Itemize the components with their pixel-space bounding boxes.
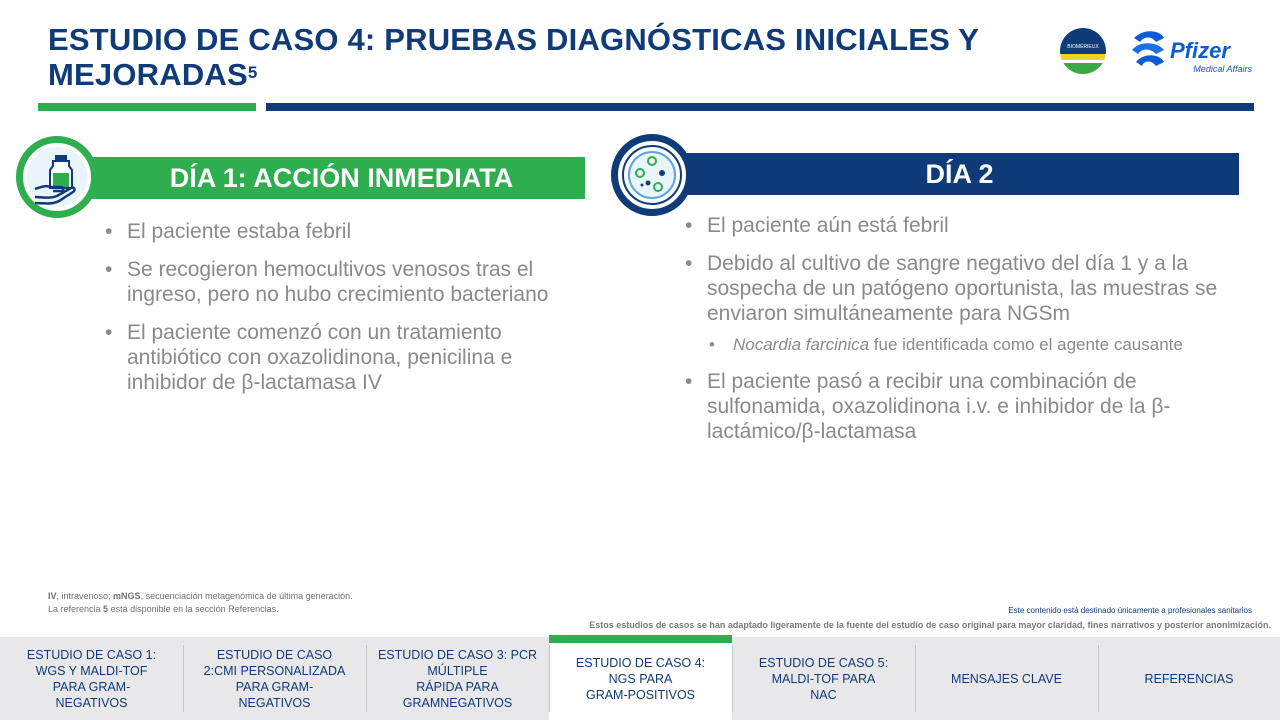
sub-list-item-text: fue identificada como el agente causante xyxy=(869,335,1183,354)
nav-tab-label: MENSAJES CLAVE xyxy=(951,671,1062,686)
nav-tab-case-4[interactable] xyxy=(549,637,732,720)
pfizer-logo-sub: Medical Affairs xyxy=(1193,64,1252,74)
nav-tab-label: REFERENCIAS xyxy=(1144,671,1234,686)
pfizer-logo-text: Pfizer xyxy=(1170,38,1230,63)
list-item-text: Debido al cultivo de sangre negativo del día 1 y a la sospecha de un patógeno oportunista, las muestras se enviaron simultáneamente para NGSm xyxy=(707,252,1218,325)
pathogen-name: Nocardia farcinica xyxy=(733,335,870,354)
nav-tab-label: ESTUDIO DE CASO 4: NGS PARA GRAM-POSITIVOS xyxy=(575,655,706,702)
list-item: • Se recogieron hemocultivos venosos tras el ingreso, pero no hubo crecimiento bacteriano xyxy=(105,257,585,307)
ref-post: está disponible en la sección Referencias. xyxy=(108,604,279,614)
sub-list-item xyxy=(707,334,1225,356)
list-item: • El paciente aún está febril xyxy=(685,213,1225,238)
adaptation-disclaimer: Estos estudios de casos se han adaptado ligeramente de la fuente del estudio de caso original para mayor claridad, fines narrativos y posterior anonimización. xyxy=(589,620,1271,630)
title-underline-blue xyxy=(266,103,1254,111)
nav-tab-case-3[interactable] xyxy=(366,637,549,720)
list-item: • El paciente comenzó con un tratamiento antibiótico con oxazolidinona, penicilina e inhibidor de β-lactamasa IV xyxy=(105,320,585,395)
page-title-text: ESTUDIO DE CASO 4: PRUEBAS DIAGNÓSTICAS INICIALES Y MEJORADAS xyxy=(48,22,979,92)
list-item: • El paciente estaba febril xyxy=(105,219,585,244)
hand-vial-icon xyxy=(16,136,98,218)
nav-tab-references[interactable] xyxy=(1098,637,1280,720)
footnote-abbreviations xyxy=(48,590,353,603)
nav-tab-label: ESTUDIO DE CASO 2:CMI PERSONALIZADA PARA GRAM- NEGATIVOS xyxy=(203,647,346,710)
abbr-mngs: mNGS xyxy=(113,591,141,601)
footnote xyxy=(48,590,353,616)
nav-tab-label: ESTUDIO DE CASO 5: MALDI-TOF PARA NAC xyxy=(758,655,889,702)
nav-tab-label: ESTUDIO DE CASO 3: PCR MÚLTIPLE RÁPIDA PARA GRAMNEGATIVOS xyxy=(377,647,538,710)
nav-tab-label: ESTUDIO DE CASO 1: WGS Y MALDI-TOF PARA GRAM- NEGATIVOS xyxy=(26,647,157,710)
abbr-mngs-def: , secuenciación metagenómica de última generación. xyxy=(140,591,353,601)
abbr-iv-def: , intravenoso; xyxy=(56,591,114,601)
hcp-disclaimer: Este contenido está destinado únicamente a profesionales sanitarios xyxy=(1008,606,1252,615)
nav-tab-case-1[interactable] xyxy=(0,637,183,720)
day2-bullet-list xyxy=(685,213,1225,457)
nav-tab-key-messages[interactable] xyxy=(915,637,1098,720)
biomerieux-logo xyxy=(1060,28,1106,74)
nav-tab-case-2[interactable] xyxy=(183,637,366,720)
day2-header: DÍA 2 xyxy=(680,153,1239,195)
list-item: • El paciente pasó a recibir una combinación de sulfonamida, oxazolidinona i.v. e inhibidor de la β-lactámico/β-lactamasa xyxy=(685,369,1225,444)
ref-pre: La referencia xyxy=(48,604,104,614)
title-reference: 5 xyxy=(247,63,258,82)
day1-bullet-list xyxy=(105,219,585,408)
ref-number: 5 xyxy=(103,604,109,614)
page-title xyxy=(48,22,1028,92)
day1-header: DÍA 1: ACCIÓN INMEDIATA xyxy=(88,157,585,199)
nav-tab-case-5[interactable] xyxy=(732,637,915,720)
biomerieux-logo-text: BIOMÉRIEUX xyxy=(1067,44,1099,50)
day2-sub-list xyxy=(707,334,1225,356)
petri-dish-icon xyxy=(611,134,693,216)
title-underline-green xyxy=(38,103,256,111)
list-item xyxy=(685,251,1225,356)
abbr-iv: IV xyxy=(48,591,57,601)
pfizer-logo xyxy=(1130,28,1254,78)
case-study-nav xyxy=(0,637,1280,720)
footnote-reference xyxy=(48,603,353,616)
